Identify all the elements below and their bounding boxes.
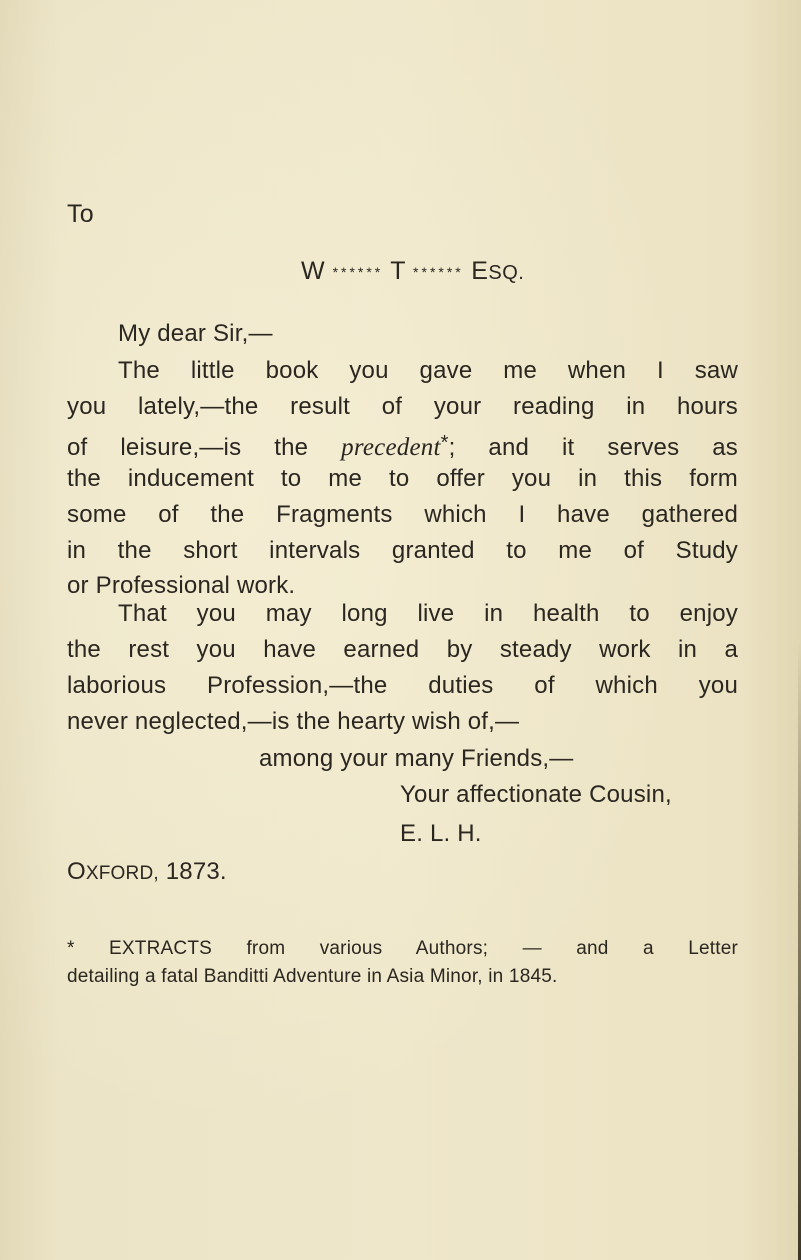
dedication-to: To [67,200,94,228]
dedication-addressee [301,256,524,288]
addressee-suffix-cap: E [471,257,489,285]
paragraph1-line3 [67,428,738,463]
paragraph1-line7: or Professional work. [67,572,296,599]
salutation: My dear Sir,— [118,320,273,347]
paragraph2-line3: laborious Profession,—the duties of which you [67,672,738,699]
footnote-line2: detailing a fatal Banditti Adventure in Asia Minor, in 1845. [67,966,558,987]
place-date [67,857,227,889]
paragraph1-line3-before: of leisure,—is the [67,434,309,461]
place-small: XFORD, [85,863,159,884]
place-year: 1873. [165,858,227,885]
paragraph2-line1: That you may long live in health to enjoy [118,600,738,627]
footnote-line1: * EXTRACTS from various Authors; — and a Letter [67,938,738,959]
paragraph1-line3-after: ; and it serves as [448,434,738,461]
paragraph2-line2: the rest you have earned by steady work in a [67,636,738,663]
closing-line2: Your affectionate Cousin, [400,781,672,808]
addressee-first-initial: W [301,257,326,285]
paragraph1-line1: The little book you gave me when I saw [118,357,738,384]
paragraph2-line4: never neglected,—is the hearty wish of,— [67,708,520,735]
paragraph1-line5: some of the Fragments which I have gathered [67,501,738,528]
addressee-second-initial: T [390,257,406,285]
paragraph1-line6: in the short intervals granted to me of Study [67,537,738,564]
addressee-suffix-small: SQ. [488,262,525,284]
addressee-first-stars: ****** [332,264,384,280]
precedent-italic: precedent [341,434,441,461]
place-cap: O [67,858,86,885]
paragraph1-line4: the inducement to me to offer you in this form [67,465,738,492]
closing-line1: among your many Friends,— [259,745,574,772]
addressee-second-stars: ****** [413,264,464,280]
signature: E. L. H. [400,820,482,847]
paragraph1-line2: you lately,—the result of your reading in hours [67,393,738,420]
footnote-marker: * [440,432,449,454]
